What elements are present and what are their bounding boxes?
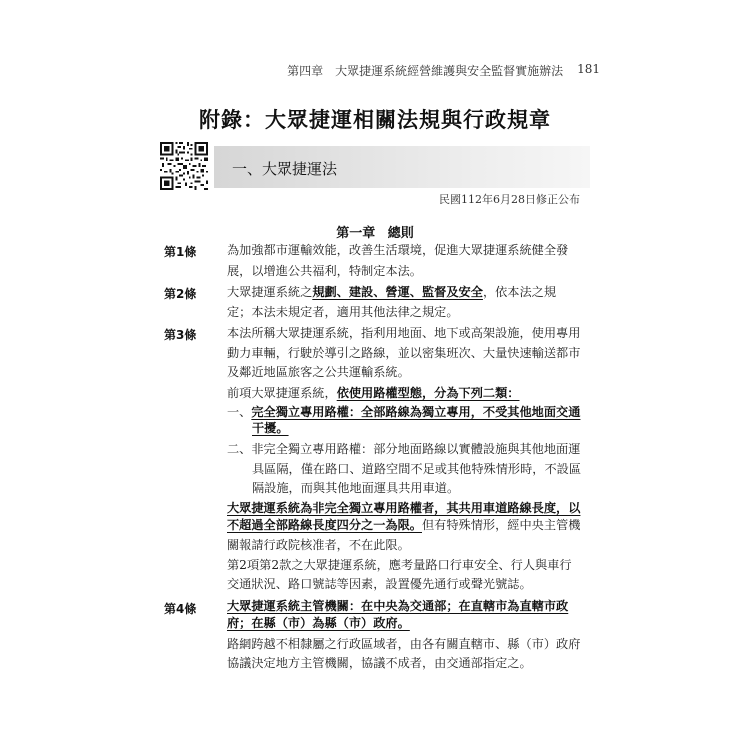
section-title: 一、大眾捷運法 xyxy=(232,160,338,178)
article-3-item-2: 二、非完全獨立專用路權：部分地面路線以實體設施與其他地面運 xyxy=(227,442,581,456)
running-head xyxy=(287,62,600,79)
article-4-emphasis-line: 大眾捷運系統主管機關：在中央為交通部；在直轄市為直轄市政 xyxy=(227,599,569,613)
article-4-label: 第4條 xyxy=(164,602,197,616)
article-2-line xyxy=(227,284,556,300)
page-number: 181 xyxy=(577,62,600,76)
article-3-item-2-cont: 隔設施，而與其他地面運具共用車道。 xyxy=(252,481,460,495)
chapter-heading xyxy=(0,222,750,241)
article-2-line: 定；本法未規定者，適用其他法律之規定。 xyxy=(227,305,459,319)
article-4-line: 路網跨越不相隸屬之行政區域者，由各有關直轄市、縣（市）政府 xyxy=(227,637,581,651)
article-3-item-2-cont: 具區隔，僅在路口、道路空間不足或其他特殊情形時，不設區 xyxy=(252,462,582,476)
article-1-label: 第1條 xyxy=(164,245,197,259)
amendment-date: 民國112年6月28日修正公布 xyxy=(439,193,580,206)
article-2-text: 大眾捷運系統之 xyxy=(227,285,313,299)
chapter-name: 總則 xyxy=(387,226,414,241)
article-3-line: 交通狀況、路口號誌等因素，設置優先通行或聲光號誌。 xyxy=(227,577,532,591)
article-3-emphasis: 依使用路權型態，分為下列二類： xyxy=(336,386,520,400)
article-3-line: 及鄰近地區旅客之公共運輸系統。 xyxy=(227,365,410,379)
article-3-emphasis: 完全獨立專用路權：全部路線為獨立專用，不受其他地面交通 xyxy=(251,405,581,419)
article-3-line: 關報請行政院核准者，不在此限。 xyxy=(227,538,410,552)
chapter-number: 第一章 xyxy=(336,226,376,241)
article-2-text: ，依本法之規 xyxy=(482,285,557,299)
appendix-title: 附錄：大眾捷運相關法規與行政規章 xyxy=(199,108,551,132)
item-1-marker: 一、 xyxy=(227,405,252,419)
article-3-line xyxy=(227,385,520,401)
article-3-line: 第2項第2款之大眾捷運系統，應考量路口行車安全、行人與車行 xyxy=(227,558,572,572)
article-3-item-1 xyxy=(227,404,580,420)
article-2-label: 第2條 xyxy=(164,287,197,301)
article-1-line: 為加強都市運輸效能，改善生活環境，促進大眾捷運系統健全發 xyxy=(227,243,569,257)
running-head-chapter: 第四章 大眾捷運系統經營維護與安全監督實施辦法 xyxy=(287,64,564,78)
article-3-emphasis: 不超過全部路線長度四分之一為限。 xyxy=(227,518,422,532)
article-4-line: 協議決定地方主管機關，協議不成者，由交通部指定之。 xyxy=(227,656,532,670)
article-3-label: 第3條 xyxy=(164,328,197,342)
article-3-text: 但有特殊情形，經中央主管機 xyxy=(422,518,581,532)
article-3-line: 本法所稱大眾捷運系統，指利用地面、地下或高架設施，使用專用 xyxy=(227,326,581,340)
article-3-line xyxy=(227,517,580,533)
article-4-emphasis-line: 府；在縣（市）為縣（市）政府。 xyxy=(227,616,410,630)
article-2-emphasis: 規劃、建設、營運、監督及安全 xyxy=(312,285,483,299)
article-3-text: 前項大眾捷運系統， xyxy=(227,386,337,400)
article-1-line: 展，以增進公共福利，特制定本法。 xyxy=(227,264,422,278)
article-3-item-1-cont: 干擾。 xyxy=(252,421,289,435)
article-3-line: 動力車輛，行駛於導引之路線，並以密集班次、大量快速輸送都市 xyxy=(227,346,581,360)
article-3-emphasis-line: 大眾捷運系統為非完全獨立專用路權者，其共用車道路線長度，以 xyxy=(227,501,581,515)
qr-code-icon xyxy=(160,142,208,190)
